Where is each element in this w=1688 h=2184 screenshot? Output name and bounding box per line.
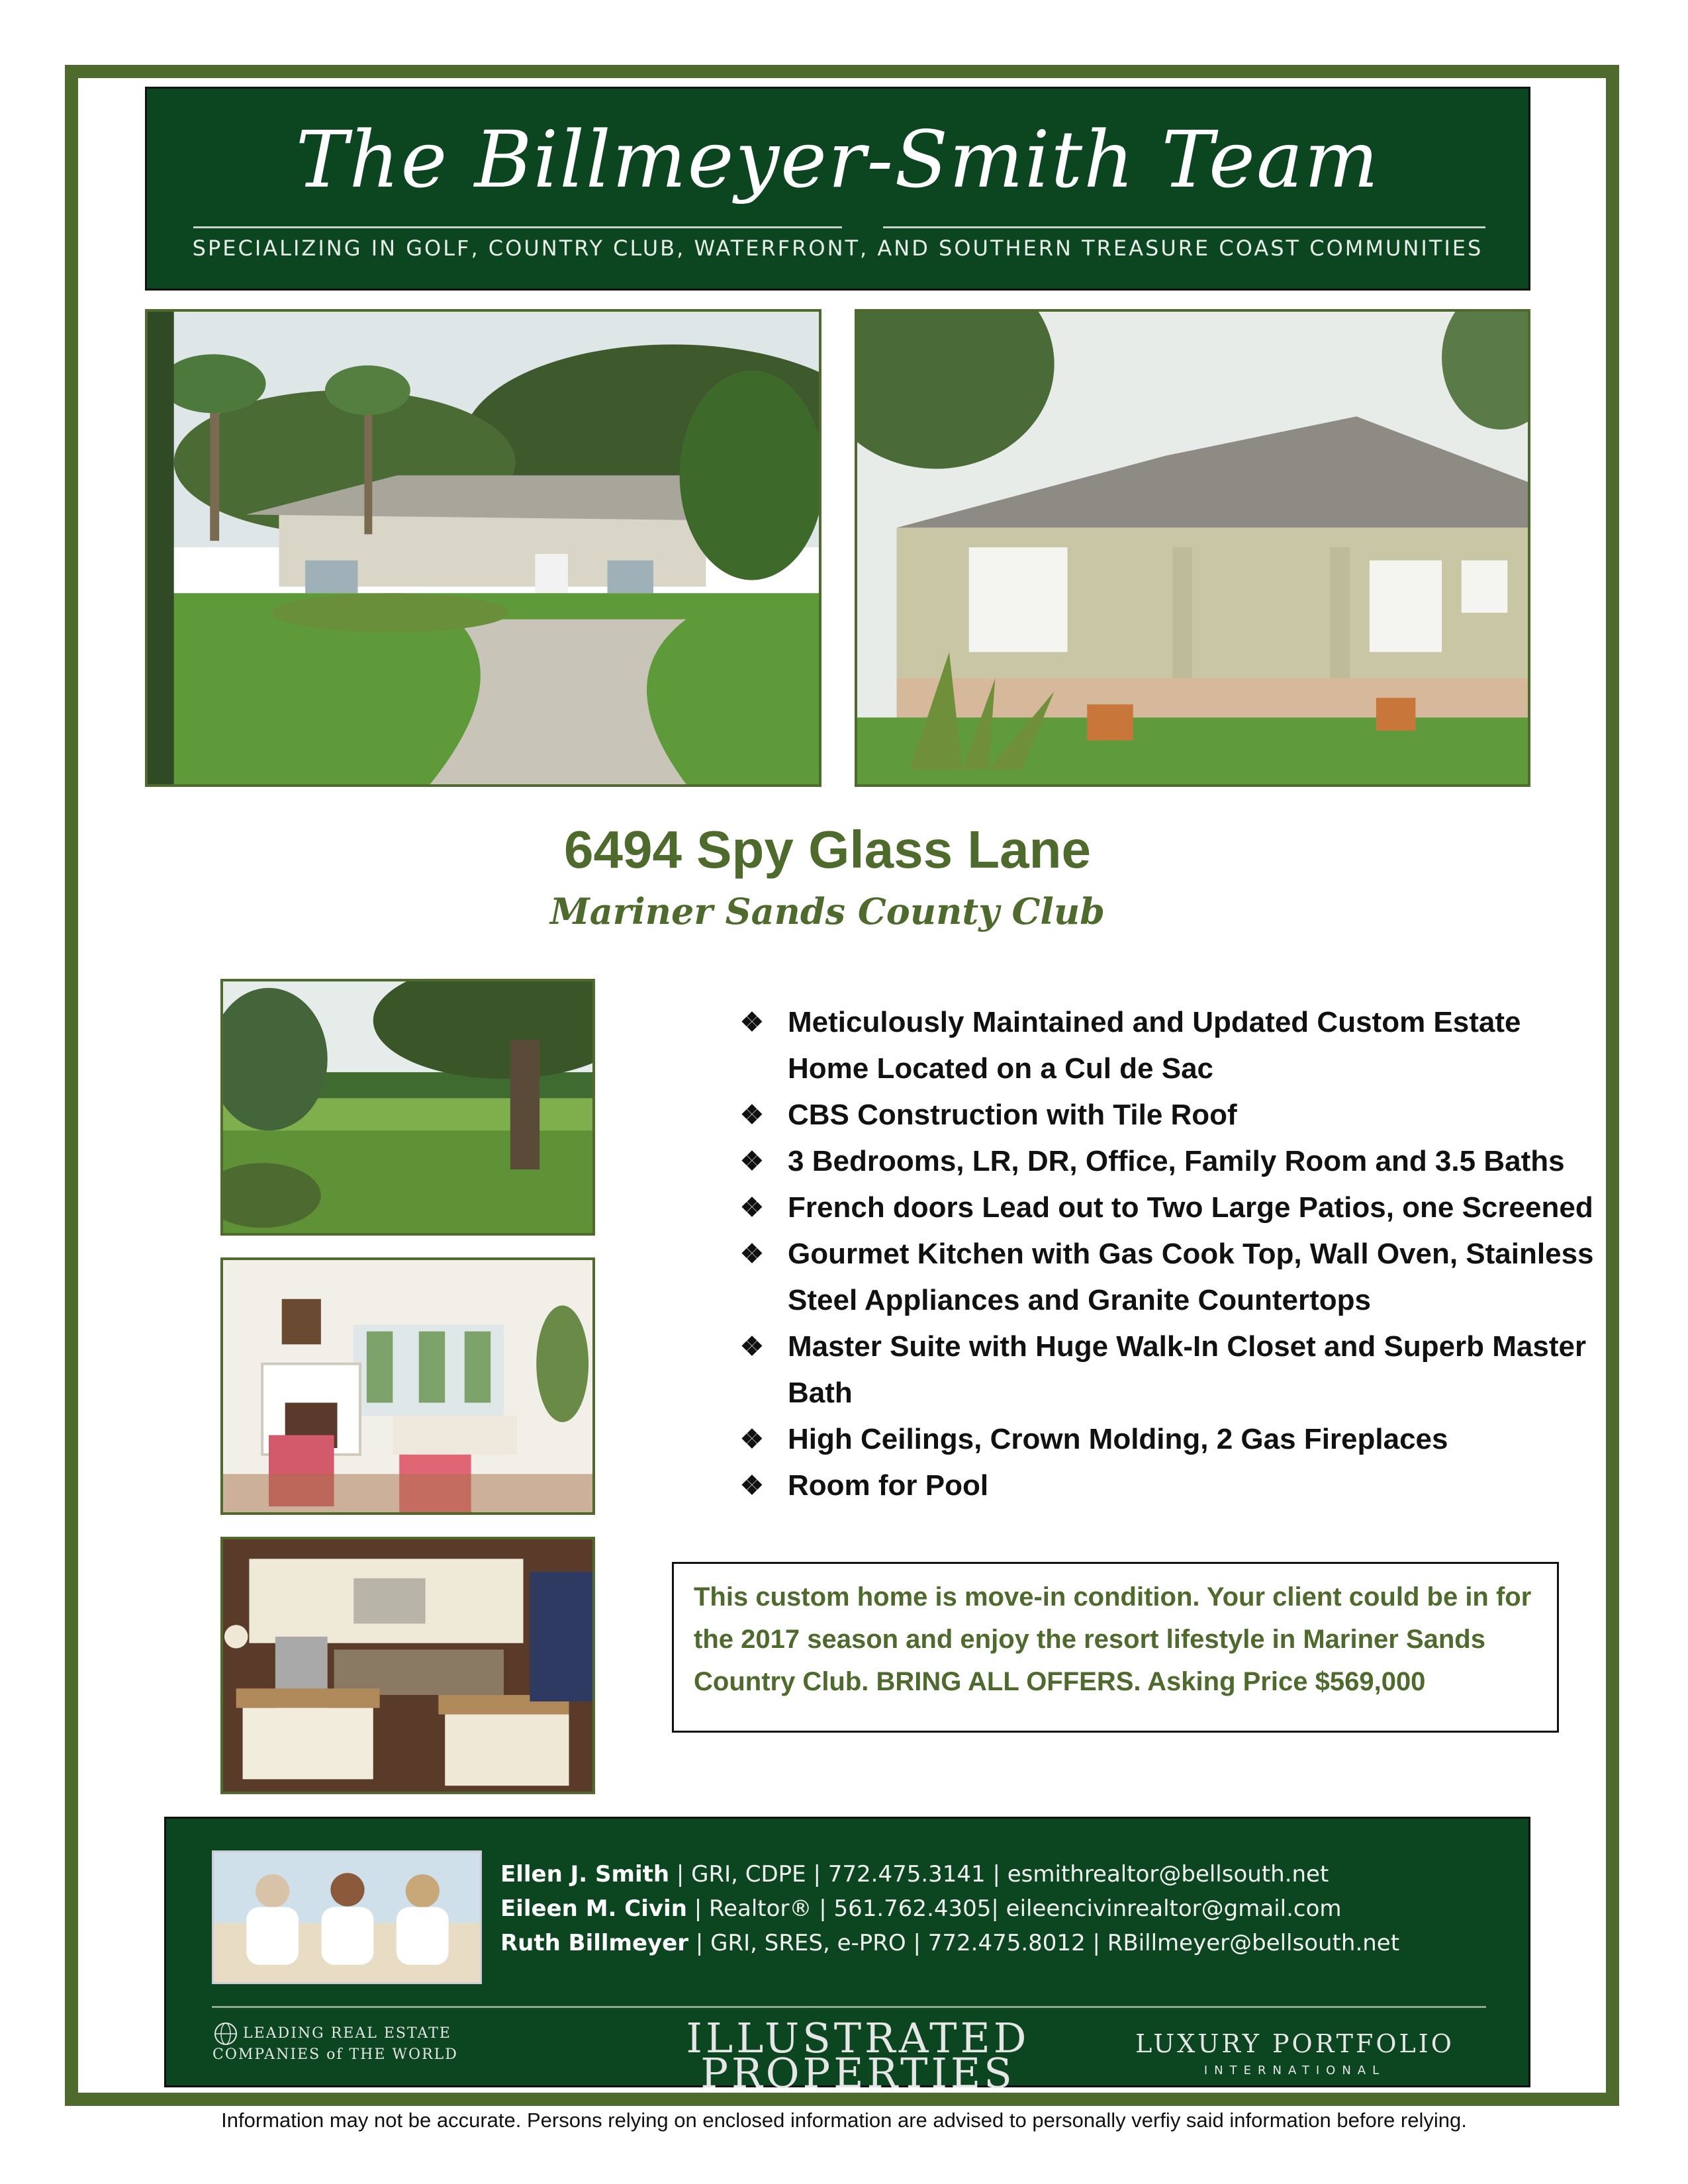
diamond-bullet-icon: ❖ bbox=[740, 1193, 764, 1222]
contact-list bbox=[500, 1857, 1520, 1960]
footer-rule bbox=[212, 2006, 1486, 2008]
leading-real-estate-logo: LEADING REAL ESTATE COMPANIES of THE WORLD bbox=[212, 2021, 537, 2063]
globe-icon bbox=[212, 2021, 239, 2047]
luxury-portfolio-logo: LUXURY PORTFOLIO bbox=[1135, 2029, 1454, 2058]
illustrated-properties-logo-line2: PROPERTIES bbox=[700, 2049, 1015, 2097]
header-rule-right bbox=[883, 226, 1485, 228]
contact-row: Eileen M. Civin | Realtor® | 561.762.4305| eileencivinrealtor@gmail.com bbox=[500, 1895, 1342, 1922]
description-text: This custom home is move-in condition. Your client could be in for the 2017 season and enjoy the resort lifestyle in Mariner Sands Country Club. BRING ALL OFFERS. Asking Price $569,000 bbox=[694, 1582, 1532, 1696]
diamond-bullet-icon: ❖ bbox=[740, 1332, 764, 1361]
contact-row: Ruth Billmeyer | GRI, SRES, e-PRO | 772.475.8012 | RBillmeyer@bellsouth.net bbox=[500, 1930, 1400, 1956]
header-tagline: SPECIALIZING IN GOLF, COUNTRY CLUB, WATERFRONT, AND SOUTHERN TREASURE COAST COMMUNITIES bbox=[192, 236, 1483, 261]
diamond-bullet-icon: ❖ bbox=[740, 1240, 764, 1269]
golf-course-photo bbox=[220, 979, 595, 1236]
footer-banner bbox=[164, 1817, 1530, 2097]
disclaimer: Information may not be accurate. Persons relying on enclosed information are advised to personally verfiy said information before relying. bbox=[221, 2109, 1467, 2132]
description-box bbox=[672, 1562, 1559, 1733]
features-list bbox=[740, 999, 1607, 1509]
contact-row: Ellen J. Smith | GRI, CDPE | 772.475.3141 | esmithrealtor@bellsouth.net bbox=[500, 1861, 1329, 1888]
feature-item: ❖ Meticulously Maintained and Updated Custom Estate Home Located on a Cul de Sac bbox=[740, 999, 1607, 1092]
feature-item: ❖ Master Suite with Huge Walk-In Closet and Superb Master Bath bbox=[740, 1324, 1607, 1416]
feature-item: ❖ 3 Bedrooms, LR, DR, Office, Family Room and 3.5 Baths bbox=[740, 1138, 1607, 1185]
club-name: Mariner Sands County Club bbox=[550, 890, 1105, 933]
diamond-bullet-icon: ❖ bbox=[740, 1425, 764, 1454]
rear-patio-photo bbox=[855, 309, 1530, 787]
header-banner bbox=[145, 87, 1530, 291]
illustrated-properties-logo: ILLUSTRATED bbox=[686, 2014, 1030, 2062]
feature-item: ❖ Gourmet Kitchen with Gas Cook Top, Wall Oven, Stainless Steel Appliances and Granite Countertops bbox=[740, 1231, 1607, 1324]
kitchen-photo bbox=[220, 1537, 595, 1794]
diamond-bullet-icon: ❖ bbox=[740, 1471, 764, 1500]
feature-item: ❖ Room for Pool bbox=[740, 1463, 1607, 1509]
feature-item: ❖ French doors Lead out to Two Large Patios, one Screened bbox=[740, 1185, 1607, 1231]
living-room-photo bbox=[220, 1257, 595, 1515]
feature-item: ❖ CBS Construction with Tile Roof bbox=[740, 1092, 1607, 1138]
team-title: The Billmeyer-Smith Team bbox=[295, 114, 1380, 205]
luxury-portfolio-logo-sub: INTERNATIONAL bbox=[1203, 2064, 1386, 2077]
team-photo bbox=[212, 1850, 482, 1984]
feature-item: ❖ High Ceilings, Crown Molding, 2 Gas Fireplaces bbox=[740, 1416, 1607, 1463]
header-rule-left bbox=[193, 226, 842, 228]
property-address: 6494 Spy Glass Lane bbox=[563, 820, 1091, 879]
diamond-bullet-icon: ❖ bbox=[740, 1147, 764, 1176]
front-exterior-photo bbox=[145, 309, 821, 787]
diamond-bullet-icon: ❖ bbox=[740, 1101, 764, 1130]
diamond-bullet-icon: ❖ bbox=[740, 1008, 764, 1037]
